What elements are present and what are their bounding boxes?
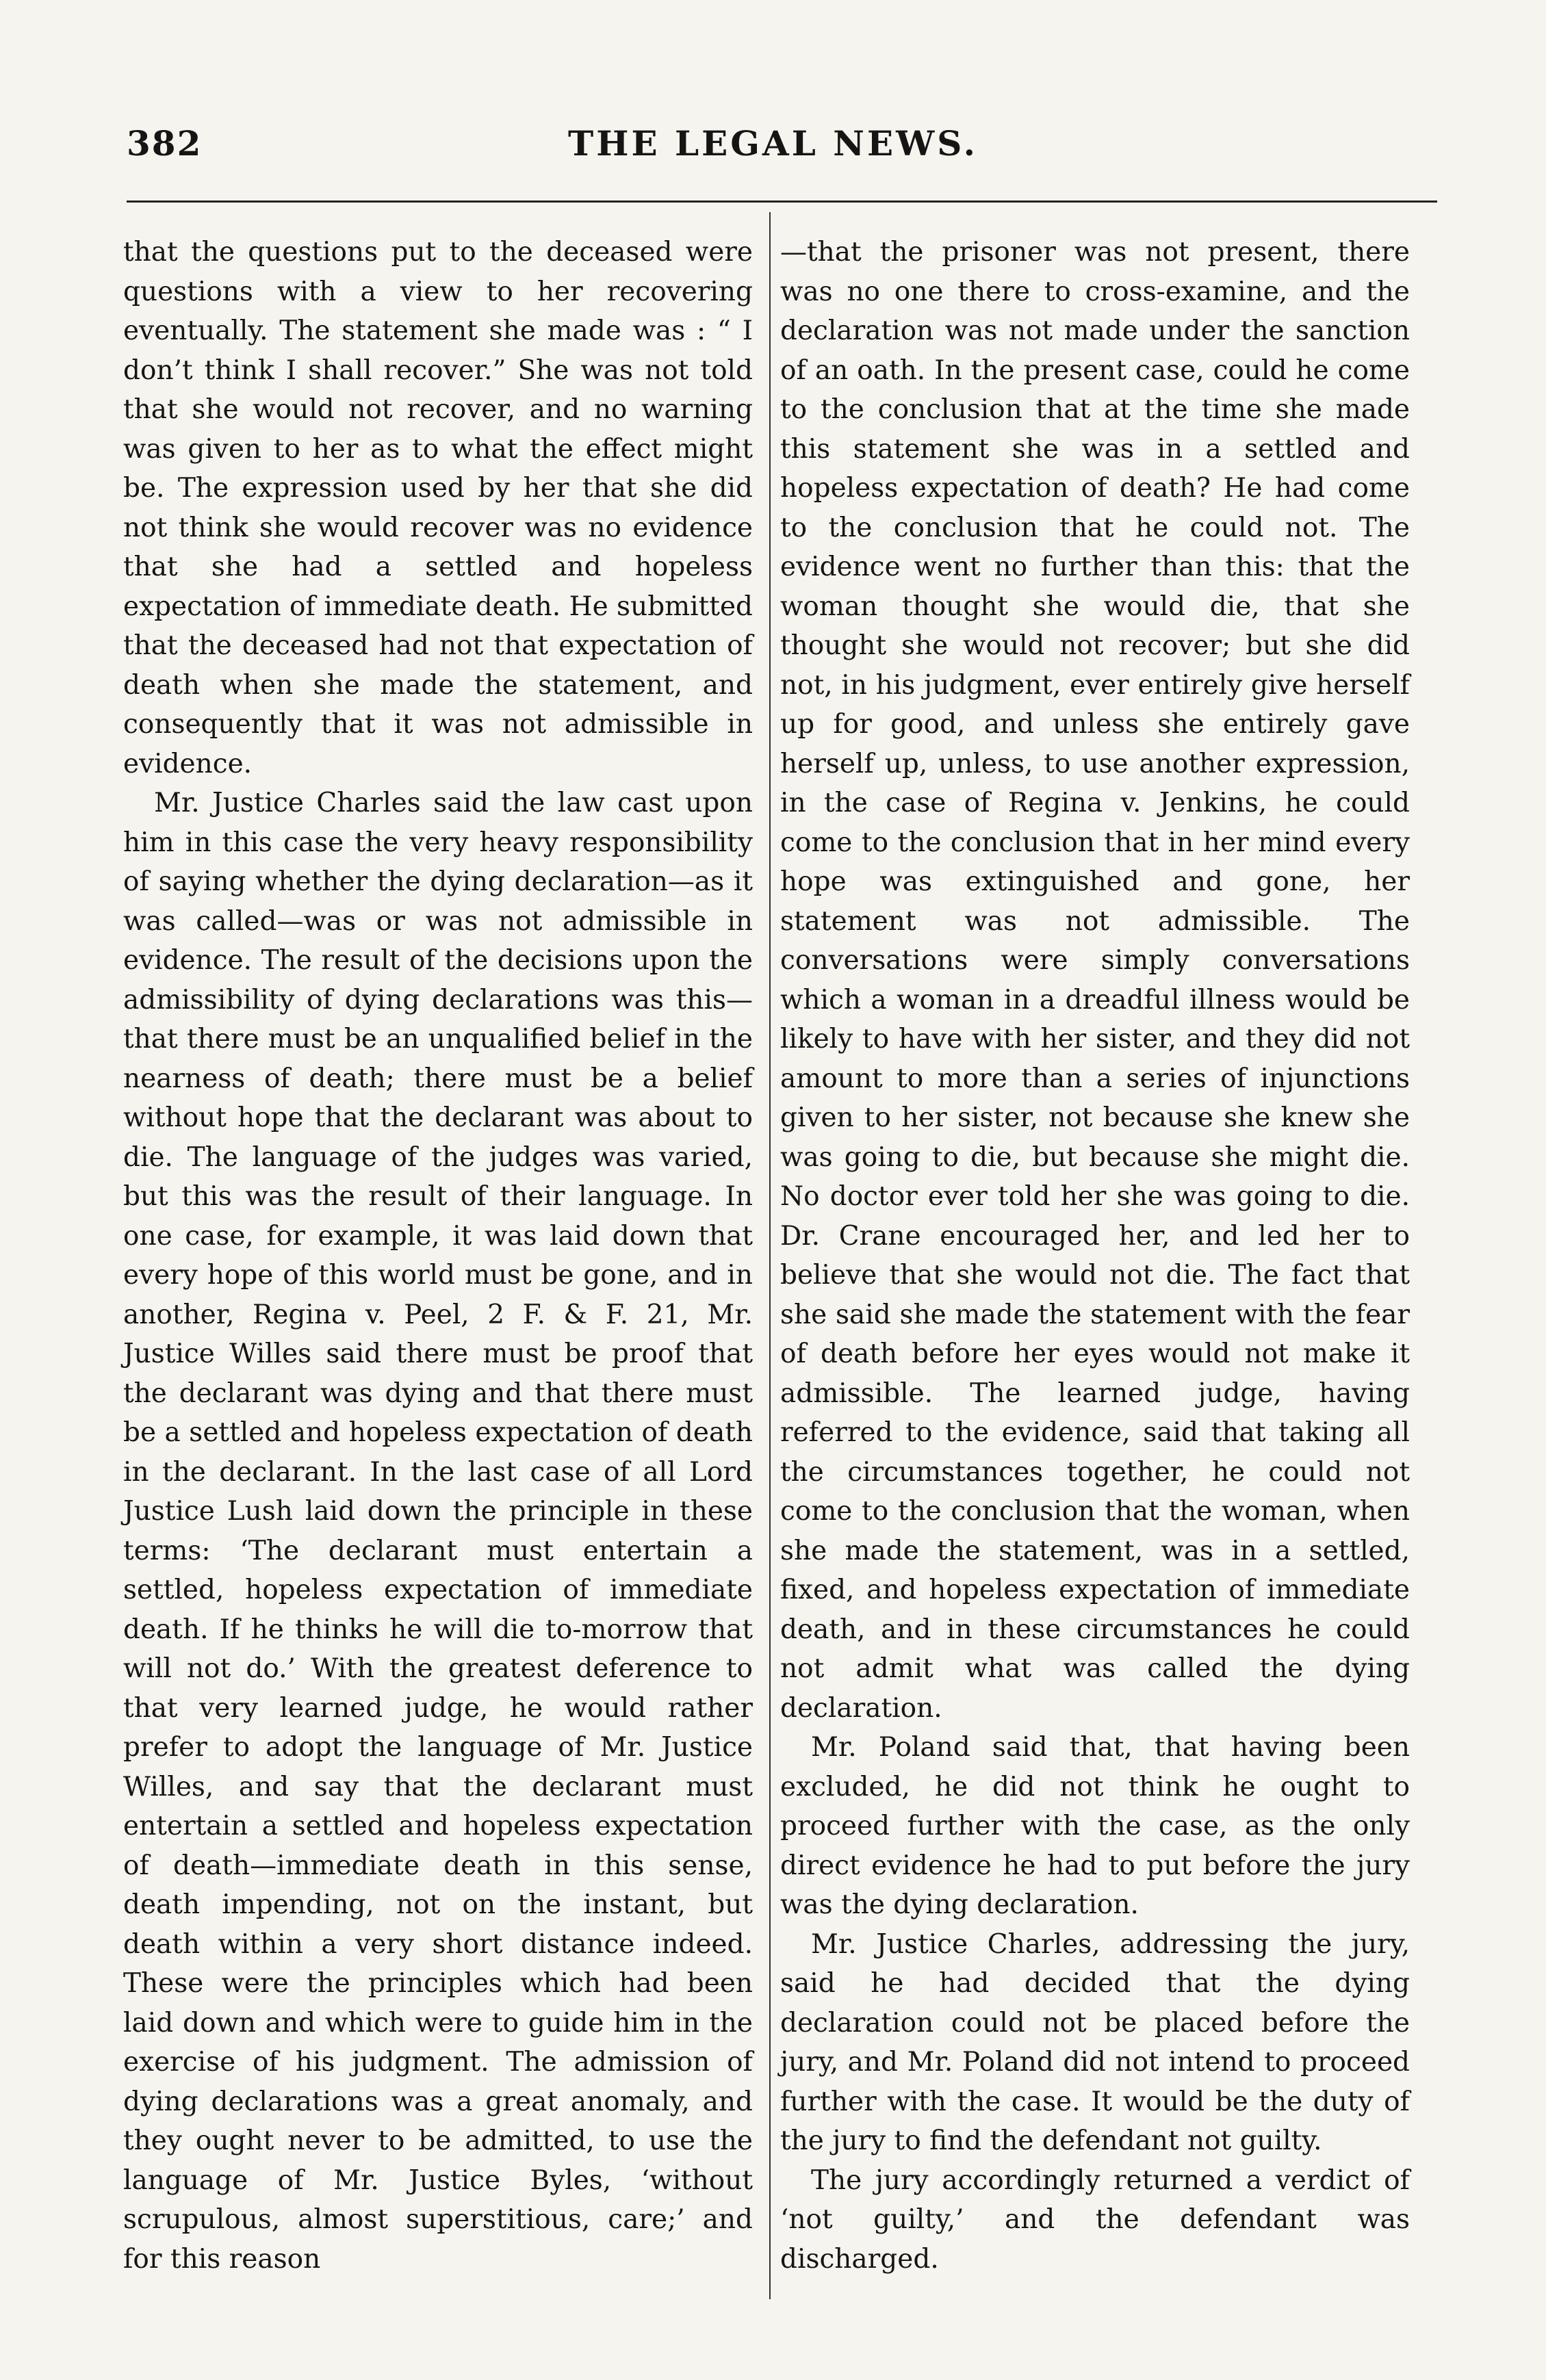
paragraph: Mr. Justice Charles, addressing the jury, said he had decided that the dying declaration could not be placed before the jury, and Mr. Poland did not intend to proceed further with the case. It would be the duty of the jury to find the defendant not guilty. bbox=[780, 1928, 1410, 2156]
page-number: 382 bbox=[127, 123, 203, 164]
column-divider bbox=[769, 212, 771, 2299]
paragraph: Mr. Poland said that, that having been excluded, he did not think he ought to proceed further with the case, as the only direct evidence he had to put before the jury was the dying declaration. bbox=[780, 1732, 1410, 1920]
header-rule bbox=[127, 201, 1437, 203]
left-column bbox=[123, 233, 753, 2279]
paragraph: that the questions put to the deceased were questions with a view to her recovering eventually. The statement she made was : “ I don’t think I shall recover.” She was not told that she would not recover, and no warning was given to her as to what the effect might be. The expression used by her that she did not think she would recover was no evidence that she had a settled and hopeless expectation of immediate death. He submitted that the deceased had not that expectation of death when she made the statement, and consequently that it was not admissible in evidence. bbox=[123, 237, 753, 779]
paragraph: Mr. Justice Charles said the law cast upon him in this case the very heavy responsibility of saying whether the dying declaration—as it was called—was or was not admissible in evidence. The result of the decisions upon the admissibility of dying declarations was this—that there must be an unqualified belief in the nearness of death; there must be a belief without hope that the declarant was about to die. The language of the judges was varied, but this was the result of their language. In one case, for example, it was laid down that every hope of this world must be gone, and in another, Regina v. Peel, 2 F. & F. 21, Mr. Justice Willes said there must be proof that the declarant was dying and that there must be a settled and hopeless expectation of death in the declarant. In the last case of all Lord Justice Lush laid down the principle in these terms: ‘The declarant must entertain a settled, hopeless expectation of immediate death. If he thinks he will die to-morrow that will not do.’ With the greatest deference to that very learned judge, he would rather prefer to adopt the language of Mr. Justice Willes, and say that the declarant must entertain a settled and hopeless expectation of death—immediate death in this sense, death impending, not on the instant, but death within a very short distance indeed. These were the principles which had been laid down and which were to guide him in the exercise of his judgment. The admission of dying declarations was a great anomaly, and they ought never to be admitted, to use the language of Mr. Justice Byles, ‘without scrupulous, almost superstitious, care;’ and for this reason bbox=[123, 788, 753, 2275]
page-header bbox=[0, 123, 1546, 192]
running-title: THE LEGAL NEWS. bbox=[568, 123, 978, 164]
paragraph: The jury accordingly returned a verdict of ‘not guilty,’ and the defendant was discharged. bbox=[780, 2164, 1410, 2275]
right-column bbox=[780, 233, 1410, 2279]
paragraph: —that the prisoner was not present, there was no one there to cross-examine, and the declaration was not made under the sanction of an oath. In the present case, could he come to the conclusion that at the time she made this statement she was in a settled and hopeless expectation of death? He had come to the conclusion that he could not. The evidence went no further than this: that the woman thought she would die, that she thought she would not recover; but she did not, in his judgment, ever entirely give herself up for good, and unless she entirely gave herself up, unless, to use another expression, in the case of Regina v. Jenkins, he could come to the conclusion that in her mind every hope was extinguished and gone, her statement was not admissible. The conversations were simply conversations which a woman in a dreadful illness would be likely to have with her sister, and they did not amount to more than a series of injunctions given to her sister, not because she knew she was going to die, but because she might die. No doctor ever told her she was going to die. Dr. Crane encouraged her, and led her to believe that she would not die. The fact that she said she made the statement with the fear of death before her eyes would not make it admissible. The learned judge, having referred to the evidence, said that taking all the circumstances together, he could not come to the conclusion that the woman, when she made the statement, was in a settled, fixed, and hopeless expectation of immediate death, and in these circumstances he could not admit what was called the dying declaration. bbox=[780, 237, 1410, 1724]
